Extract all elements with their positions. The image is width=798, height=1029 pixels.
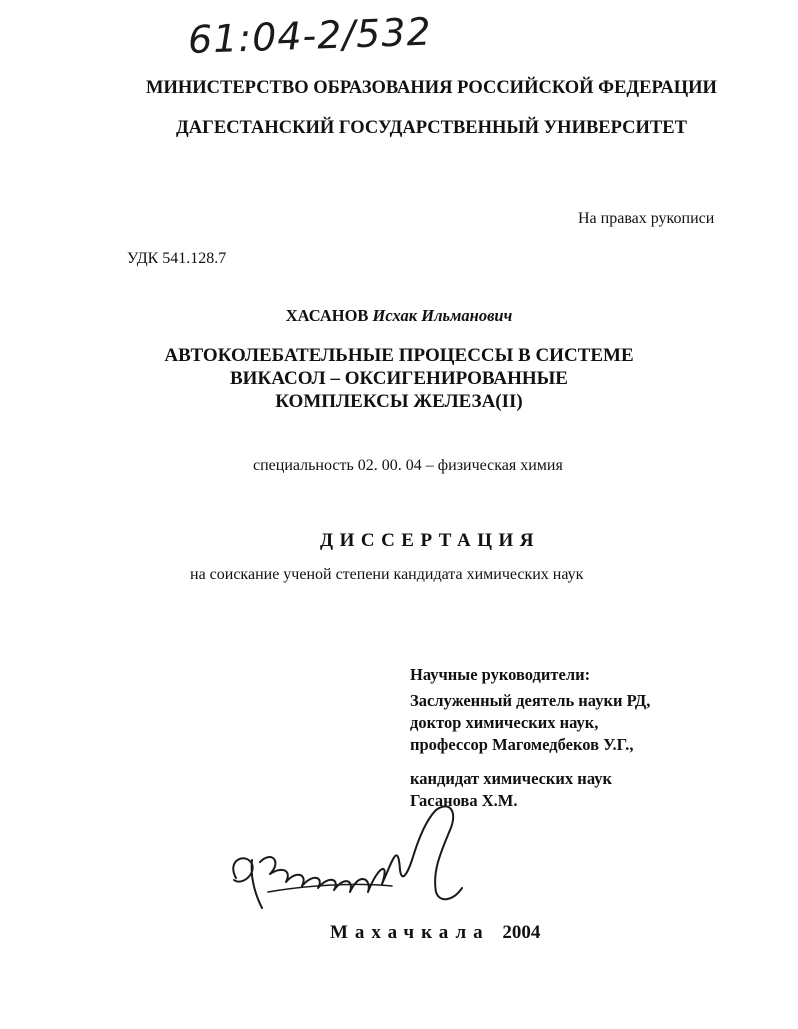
handwritten-catalog-number: 61:04-2/532 — [187, 9, 433, 62]
supervisor-line: Заслуженный деятель науки РД, — [410, 691, 651, 710]
supervisor-line: доктор химических наук, — [410, 713, 599, 732]
supervisor-line: кандидат химических наук — [410, 769, 612, 788]
author-given-names: Исхак Ильманович — [372, 306, 513, 325]
author-surname: ХАСАНОВ — [285, 306, 369, 325]
document-type: ДИССЕРТАЦИЯ — [320, 530, 541, 551]
manuscript-rights-note: На правах рукописи — [578, 210, 715, 227]
title-line: ВИКАСОЛ – ОКСИГЕНИРОВАННЫЕ — [230, 368, 568, 389]
year: 2004 — [502, 922, 541, 943]
handwritten-signature — [222, 800, 472, 920]
title-line: КОМПЛЕКСЫ ЖЕЛЕЗА(II) — [275, 391, 523, 412]
supervisor-line: Гасанова Х.М. — [410, 791, 518, 810]
title-line: АВТОКОЛЕБАТЕЛЬНЫЕ ПРОЦЕССЫ В СИСТЕМЕ — [164, 345, 634, 366]
ministry-heading: МИНИСТЕРСТВО ОБРАЗОВАНИЯ РОССИЙСКОЙ ФЕДЕРАЦИИ — [146, 78, 717, 98]
supervisors-block — [410, 664, 650, 812]
city: Махачкала — [330, 922, 490, 943]
supervisors-heading: Научные руководители: — [410, 665, 591, 684]
place-and-year — [330, 922, 540, 944]
dissertation-title — [0, 344, 798, 413]
degree-line: на соискание ученой степени кандидата химических наук — [190, 566, 584, 583]
supervisor-line: профессор Магомедбеков У.Г., — [410, 735, 634, 754]
author-name — [0, 306, 798, 326]
udk-code: УДК 541.128.7 — [127, 250, 227, 267]
university-heading: ДАГЕСТАНСКИЙ ГОСУДАРСТВЕННЫЙ УНИВЕРСИТЕТ — [176, 118, 687, 138]
specialty-line: специальность 02. 00. 04 – физическая химия — [253, 457, 563, 474]
